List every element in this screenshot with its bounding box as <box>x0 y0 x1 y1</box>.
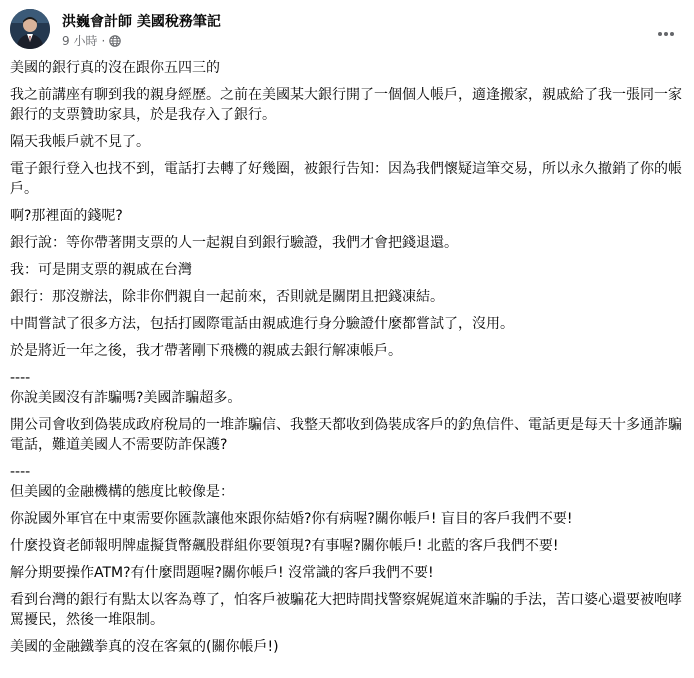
more-options-button[interactable] <box>652 15 680 35</box>
post-paragraph: 我之前講座有聊到我的親身經歷。之前在美國某大銀行開了一個個人帳戶，適逢搬家，親戚給了我一張同一家銀行的支票贊助家具，於是我存入了銀行。 <box>10 87 682 123</box>
post-paragraph: 美國的銀行真的沒在跟你五四三的 <box>10 60 220 76</box>
post-meta <box>62 32 121 49</box>
post-paragraph: 美國的金融鐵拳真的沒在客氣的(關你帳戶!) <box>10 639 279 655</box>
post-paragraph: 什麼投資老師報明牌虛擬貨幣飆股群組你要領現?有事喔?關你帳戶! 北藍的客戶我們不要! <box>10 538 559 554</box>
meta-separator: · <box>101 33 106 48</box>
post-paragraph: 你說國外軍官在中東需要你匯款讓他來跟你結婚?你有病喔?關你帳戶! 盲目的客戶我們不要! <box>10 511 573 527</box>
post-paragraph: 銀行說：等你帶著開支票的人一起親自到銀行驗證，我們才會把錢退還。 <box>10 235 458 251</box>
globe-icon[interactable] <box>109 35 121 47</box>
profile-photo-icon <box>10 9 50 49</box>
post-paragraph: ---- 但美國的金融機構的態度比較像是： <box>10 464 234 500</box>
post-paragraph: 看到台灣的銀行有點太以客為尊了，怕客戶被騙花大把時間找警察娓娓道來詐騙的手法，苦口婆心還要被咆哮罵擾民，然後一堆限制。 <box>10 592 682 628</box>
post-header <box>10 9 684 53</box>
post-paragraph: ---- 你說美國沒有詐騙嗎?美國詐騙超多。 <box>10 370 242 406</box>
post-paragraph: 我：可是開支票的親戚在台灣 <box>10 262 192 278</box>
author-name[interactable]: 洪巍會計師 美國稅務筆記 <box>62 14 221 30</box>
more-horizontal-icon <box>657 22 675 28</box>
post-paragraph: 中間嘗試了很多方法，包括打國際電話由親戚進行身分驗證什麼都嘗試了，沒用。 <box>10 316 514 332</box>
post-paragraph: 隔天我帳戶就不見了。 <box>10 134 150 150</box>
post-paragraph: 電子銀行登入也找不到，電話打去轉了好幾圈，被銀行告知：因為我們懷疑這筆交易，所以永久撤銷了你的帳戶。 <box>10 161 682 197</box>
post-paragraph: 於是將近一年之後，我才帶著剛下飛機的親戚去銀行解凍帳戶。 <box>10 343 402 359</box>
post-paragraph: 解分期要操作ATM?有什麼問題喔?關你帳戶! 沒常識的客戶我們不要! <box>10 565 434 581</box>
post-body <box>10 58 690 664</box>
post-paragraph: 啊?那裡面的錢呢? <box>10 208 123 224</box>
post-time[interactable]: 9 小時 <box>62 34 98 48</box>
post-paragraph: 銀行：那沒辦法，除非你們親自一起前來，否則就是關閉且把錢凍結。 <box>10 289 444 305</box>
author-avatar[interactable] <box>10 9 50 49</box>
post-paragraph: 開公司會收到偽裝成政府稅局的一堆詐騙信、我整天都收到偽裝成客戶的釣魚信件、電話更是每天十多通詐騙電話，難道美國人不需要防詐保護? <box>10 417 682 453</box>
